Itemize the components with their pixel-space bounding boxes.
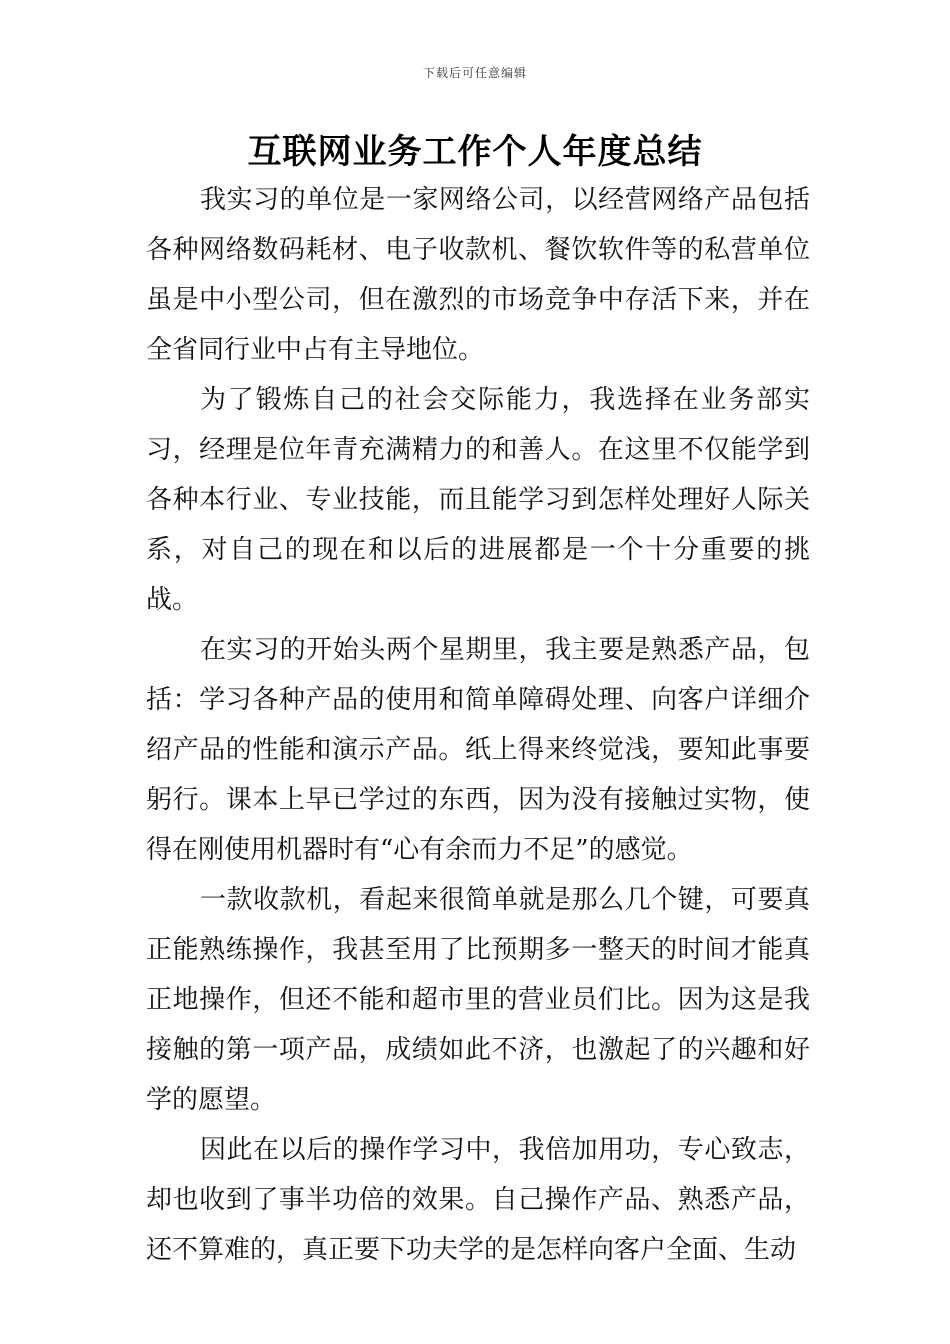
paragraph: 在实习的开始头两个星期里，我主要是熟悉产品，包括：学习各种产品的使用和简单障碍处理、向客户详细介绍产品的性能和演示产品。纸上得来终觉浅，要知此事要躬行。课本上早已学过的东西，因为没有接触过实物，使得在刚使用机器时有“心有余而力不足”的感觉。 xyxy=(146,635,810,865)
paragraph: 一款收款机，看起来很简单就是那么几个键，可要真正能熟练操作，我甚至用了比预期多一整天的时间才能真正地操作，但还不能和超市里的营业员们比。因为这是我接触的第一项产品，成绩如此不济，也激起了的兴趣和好学的愿望。 xyxy=(146,885,810,1115)
document-body xyxy=(146,175,810,1275)
paragraph: 我实习的单位是一家网络公司，以经营网络产品包括各种网络数码耗材、电子收款机、餐饮软件等的私营单位虽是中小型公司，但在激烈的市场竞争中存活下来，并在全省同行业中占有主导地位。 xyxy=(146,185,810,365)
header-note: 下载后可任意编辑 xyxy=(422,66,527,80)
document-title: 互联网业务工作个人年度总结 xyxy=(247,132,703,172)
paragraph: 为了锻炼自己的社会交际能力，我选择在业务部实习，经理是位年青充满精力的和善人。在这里不仅能学到各种本行业、专业技能，而且能学习到怎样处理好人际关系，对自己的现在和以后的进展都是一个十分重要的挑战。 xyxy=(146,385,810,615)
paragraph: 因此在以后的操作学习中，我倍加用功，专心致志，却也收到了事半功倍的效果。自己操作产品、熟悉产品，还不算难的，真正要下功夫学的是怎样向客户全面、生动 xyxy=(146,1135,810,1265)
